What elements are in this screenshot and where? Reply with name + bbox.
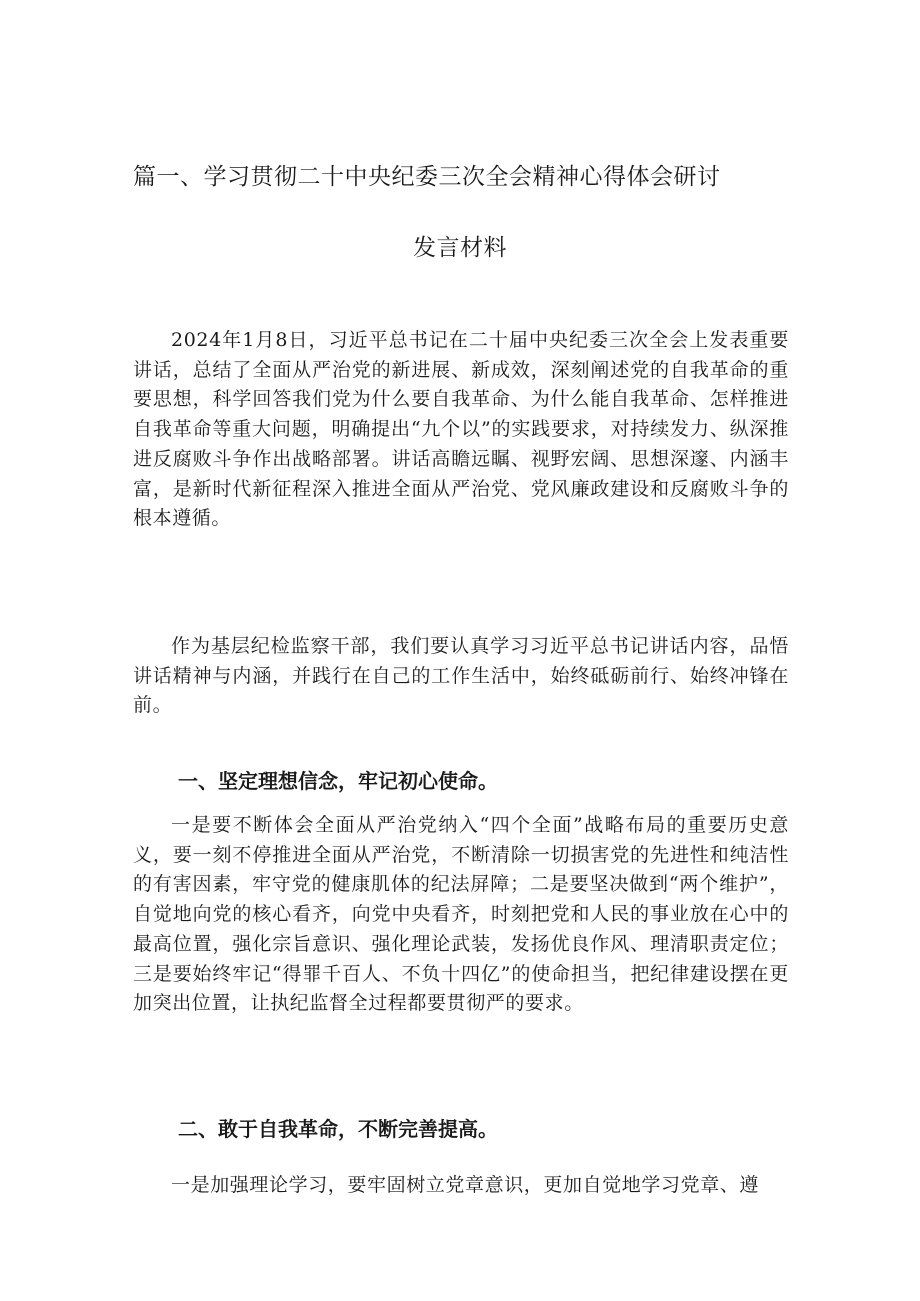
body-paragraph-3: 一是要不断体会全面从严治党纳入“四个全面”战略布局的重要历史意义，要一刻不停推进全面从严治党，不断清除一切损害党的先进性和纯洁性的有害因素，牢守党的健康肌体的纪法屏障；二是要坚决做到“两个维护”，自觉地向党的核心看齐，向党中央看齐，时刻把党和人民的事业放在心中的最高位置，强化宗旨意识、强化理论武装，发扬优良作风、理清职责定位；三是要始终牢记“得罪千百人、不负十四亿”的使命担当，把纪律建设摆在更加突出位置，让执纪监督全过程都要贯彻严的要求。 <box>133 814 789 1015</box>
section-heading-1: 一、坚定理想信念，牢记初心使命。 <box>178 769 498 793</box>
body-paragraph-2: 作为基层纪检监察干部，我们要认真学习习近平总书记讲话内容，品悟讲话精神与内涵，并践行在自己的工作生活中，始终砥砺前行、始终冲锋在前。 <box>133 635 789 717</box>
section-heading-2: 二、敢于自我革命，不断完善提高。 <box>178 1117 498 1141</box>
document-title: 篇一、学习贯彻二十中央纪委三次全会精神心得体会研讨 <box>133 164 721 190</box>
document-subtitle: 发言材料 <box>413 235 507 261</box>
body-paragraph-4: 一是加强理论学习，要牢固树立党章意识，更加自觉地学习党章、遵 <box>171 1174 760 1196</box>
body-paragraph-1: 2024年1月8日，习近平总书记在二十届中央纪委三次全会上发表重要讲话，总结了全面从严治党的新进展、新成效，深刻阐述党的自我革命的重要思想，科学回答我们党为什么要自我革命、为什么能自我革命、怎样推进自我革命等重大问题，明确提出“九个以”的实践要求，对持续发力、纵深推进反腐败斗争作出战略部署。讲话高瞻远瞩、视野宏阔、思想深邃、内涵丰富，是新时代新征程深入推进全面从严治党、党风廉政建设和反腐败斗争的根本遵循。 <box>133 329 789 530</box>
